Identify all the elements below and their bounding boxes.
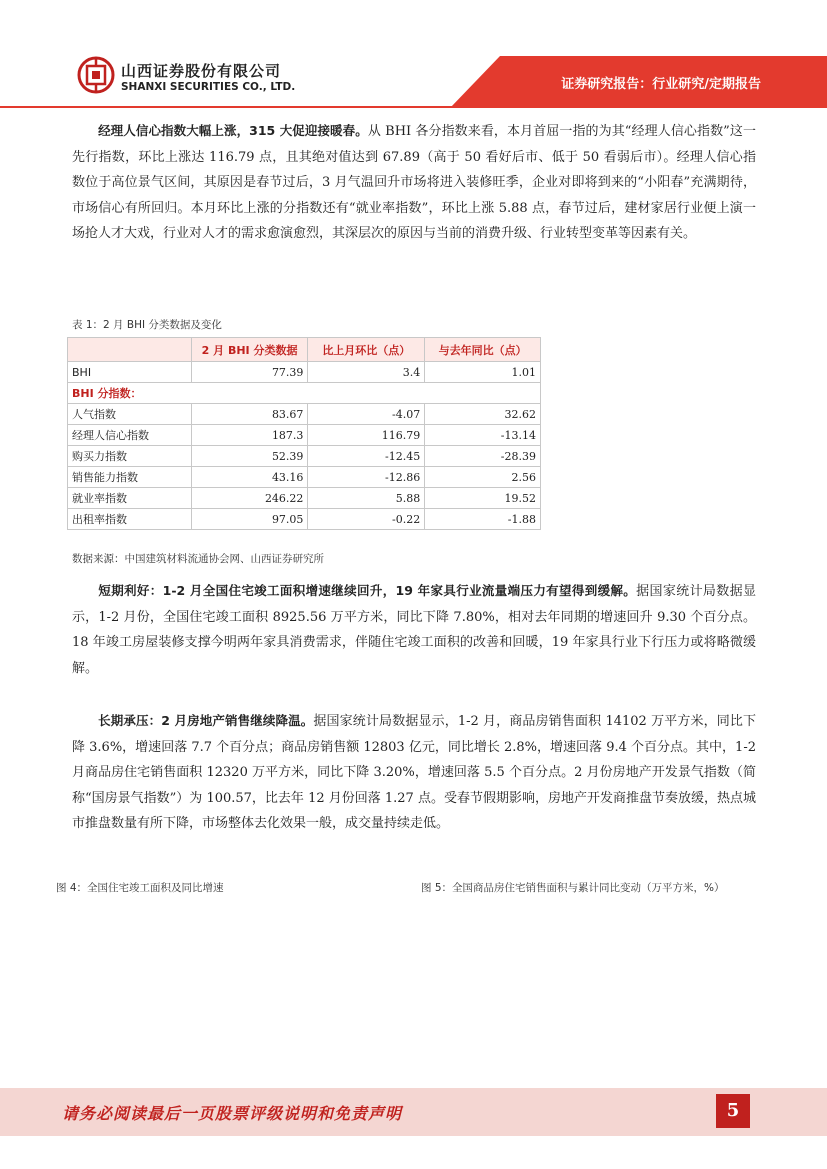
table-cell: 116.79: [308, 425, 425, 446]
paragraph-body: 从 BHI 各分指数来看，本月首屈一指的为其“经理人信心指数”这一先行指数，环比上涨达 116.79 点，且其绝对值达到 67.89（高于 50 看好后市、低于 50 看弱后市）。经理人信心指数位于高位景气区间，其原因是春节过后，3 月气温回升市场将进入装修旺季，企业对即将到来的“小阳春”充满期待，市场信心有所回归。本月环比上涨的分指数还有“就业率指数”，环比上涨 5.88 点，春节过后，建材家居行业便上演一场抢人才大戏，行业对人才的需求愈演愈烈，其深层次的原因与当前的消费升级、行业转型变革等因素有关。: [72, 124, 756, 241]
table-cell: -1.88: [425, 509, 541, 530]
table-row: [68, 467, 541, 488]
paragraph-manager-confidence: [72, 118, 756, 247]
figure-5-caption: 图 5：全国商品房住宅销售面积与累计同比变动（万平方米，%）: [421, 882, 725, 894]
table-cell: 出租率指数: [68, 509, 192, 530]
table-cell: 5.88: [308, 488, 425, 509]
bhi-table: [67, 337, 541, 530]
paragraph-lead: 长期承压：2 月房地产销售继续降温。: [98, 713, 314, 728]
table-cell: 77.39: [191, 362, 308, 383]
table-cell: 1.01: [425, 362, 541, 383]
table-cell: -12.45: [308, 446, 425, 467]
table-row: [68, 488, 541, 509]
paragraph-body: 据国家统计局数据显示，1-2 月份，全国住宅竣工面积 8925.56 万平方米，同比下降 7.80%，相对去年同期的增速回升 9.30 个百分点。18 年竣工房屋装修支撑今明两年家具消费需求，伴随住宅竣工面积的改善和回暖，19 年家具行业下行压力或将略微缓解。: [72, 584, 756, 676]
table-cell: 83.67: [191, 404, 308, 425]
table-cell: 97.05: [191, 509, 308, 530]
paragraph-lead: 经理人信心指数大幅上涨，315 大促迎接暖春。: [98, 123, 368, 138]
table-row: [68, 509, 541, 530]
table-row: [68, 425, 541, 446]
table-row: [68, 446, 541, 467]
table-cell: 2.56: [425, 467, 541, 488]
figure-4-caption: 图 4：全国住宅竣工面积及同比增速: [56, 882, 224, 894]
table-cell: 19.52: [425, 488, 541, 509]
table-cell: BHI: [68, 362, 192, 383]
table-cell: 经理人信心指数: [68, 425, 192, 446]
table-caption: 表 1：2 月 BHI 分类数据及变化: [72, 319, 222, 331]
table-header-cell: 比上月环比（点）: [308, 338, 425, 362]
table-cell: 187.3: [191, 425, 308, 446]
company-name-en: SHANXI SECURITIES CO., LTD.: [121, 81, 296, 93]
table-cell: 246.22: [191, 488, 308, 509]
table-header-cell: 与去年同比（点）: [425, 338, 541, 362]
table-cell: 3.4: [308, 362, 425, 383]
paragraph-long-term: [72, 708, 756, 837]
table-cell: 52.39: [191, 446, 308, 467]
footer-disclaimer: 请务必阅读最后一页股票评级说明和免责声明: [62, 1104, 403, 1123]
table-header-row: [68, 338, 541, 362]
table-cell: 32.62: [425, 404, 541, 425]
table-row: [68, 362, 541, 383]
table-cell: -4.07: [308, 404, 425, 425]
company-name-cn: 山西证券股份有限公司: [121, 62, 282, 80]
table-cell: 销售能力指数: [68, 467, 192, 488]
table-cell: -0.22: [308, 509, 425, 530]
table-header-cell: 2 月 BHI 分类数据: [191, 338, 308, 362]
table-subheader: BHI 分指数：: [68, 383, 541, 404]
table-header-cell: [68, 338, 192, 362]
company-logo-icon: [77, 56, 115, 94]
report-type: 证券研究报告：行业研究/定期报告: [561, 77, 761, 92]
table-cell: -13.14: [425, 425, 541, 446]
paragraph-lead: 短期利好：1-2 月全国住宅竣工面积增速继续回升，19 年家具行业流量端压力有望得到缓解。: [98, 583, 637, 598]
page-number: 5: [716, 1094, 750, 1128]
table-cell: 人气指数: [68, 404, 192, 425]
table-cell: -12.86: [308, 467, 425, 488]
paragraph-short-term: [72, 578, 756, 681]
table-row: [68, 404, 541, 425]
table-cell: 购买力指数: [68, 446, 192, 467]
table-subheader-row: [68, 383, 541, 404]
page-header: [0, 0, 827, 110]
table-source: 数据来源：中国建筑材料流通协会网、山西证券研究所: [72, 553, 324, 565]
table-cell: 就业率指数: [68, 488, 192, 509]
table-cell: -28.39: [425, 446, 541, 467]
table-cell: 43.16: [191, 467, 308, 488]
paragraph-body: 据国家统计局数据显示，1-2 月，商品房销售面积 14102 万平方米，同比下降 3.6%，增速回落 7.7 个百分点；商品房销售额 12803 亿元，同比增长 2.8%，增速回落 9.4 个百分点。其中，1-2 月商品房住宅销售面积 12320 万平方米，同比下降 3.20%，增速回落 5.5 个百分点。2 月份房地产开发景气指数（简称“国房景气指数”）为 100.57，比去年 12 月份回落 1.27 点。受春节假期影响，房地产开发商推盘节奏放缓，热点城市推盘数量有所下降，市场整体去化效果一般，成交量持续走低。: [72, 714, 756, 831]
